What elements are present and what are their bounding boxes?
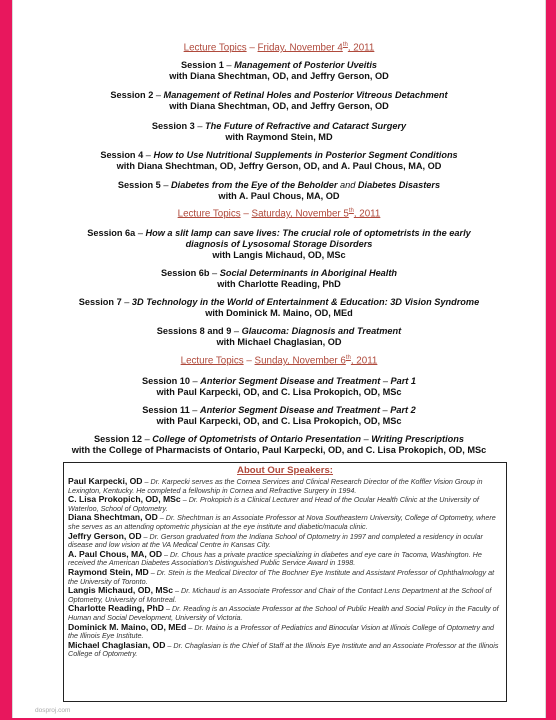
speaker-bio [68, 641, 502, 659]
speaker-name: Jeffry Gerson, OD [68, 530, 142, 541]
speaker-text: – Dr. Michaud is an Associate Professor and Chair of the Contact Lens Department at the School of Optometry, University of Montreal. [68, 586, 492, 604]
session-presenters: with the College of Pharmacists of Ontario, Paul Karpecki, OD, and C. Lisa Prokopich, OD, MSc [71, 445, 487, 456]
header-prefix: Lecture Topics [183, 42, 247, 54]
speaker-text: – Dr. Shechtman is an Associate Professor at Nova Southeastern University, College of Optometry, where she serves as an attending optometric physician at the eye institute and diabetic/macula clinic. [68, 513, 496, 531]
speaker-name: Charlotte Reading, PhD [68, 603, 164, 614]
session-label: Session 11 [142, 405, 190, 415]
session-11 [13, 405, 545, 427]
session-separator: – [143, 150, 154, 160]
speaker-name: C. Lisa Prokopich, OD, MSc [68, 494, 181, 505]
session-title: 3D Technology in the World of Entertainment & Education: 3D Vision Syndrome [131, 297, 480, 307]
document-page [12, 0, 546, 718]
header-prefix: Lecture Topics [180, 355, 244, 367]
lecture-header-sunday [13, 355, 545, 366]
session-2 [13, 90, 545, 112]
session-presenters: with Raymond Stein, MD [225, 132, 333, 143]
session-label: Session 4 [100, 150, 144, 160]
header-day: Sunday, November 6 [254, 355, 346, 367]
speakers-heading: About Our Speakers: [237, 465, 333, 476]
speaker-bio [68, 604, 502, 622]
session-presenters: with Diana Shechtman, OD, and Jeffry Gerson, OD [169, 71, 389, 82]
session-separator: – [189, 405, 200, 415]
session-title: Glaucoma: Diagnosis and Treatment [241, 326, 402, 336]
speaker-text: – Dr. Reading is an Associate Professor at the School of Public Health and Social Policy in the Faculty of Human and Social Development, University of Victoria. [68, 604, 499, 622]
header-separator: – [243, 355, 255, 367]
session-separator: – [142, 434, 153, 444]
speaker-text: – Dr. Maino is a Professor of Pediatrics and Binocular Vision at Illinois College of Optometry and the Illinois Eye Institute. [68, 622, 495, 641]
speaker-bio [68, 532, 502, 550]
speaker-bio [68, 586, 502, 604]
session-7 [13, 297, 545, 319]
speaker-name: Paul Karpecki, OD [68, 476, 143, 486]
session-3 [13, 121, 545, 143]
speaker-bio [68, 568, 502, 586]
header-sup: th [342, 42, 348, 48]
session-separator: – [209, 268, 220, 278]
header-separator: – [246, 42, 258, 54]
session-presenters: with Michael Chaglasian, OD [216, 337, 342, 348]
session-presenters: with Dominick M. Maino, OD, MEd [205, 308, 353, 319]
session-separator: – [135, 228, 146, 238]
session-separator: – [194, 121, 205, 131]
session-4 [13, 150, 545, 172]
session-title-joiner: – [380, 405, 391, 415]
session-title: Management of Retinal Holes and Posterior Vitreous Detachment [163, 90, 448, 100]
session-title: How a slit lamp can save lives: The crucial role of optometrists in the early [145, 228, 471, 238]
session-title: Social Determinants in Aboriginal Health [219, 268, 398, 278]
session-title-second: Part 1 [390, 376, 417, 386]
header-year: , 2011 [350, 355, 378, 367]
session-label: Session 2 [110, 90, 154, 100]
session-title: How to Use Nutritional Supplements in Posterior Segment Conditions [153, 150, 458, 160]
header-prefix: Lecture Topics [177, 208, 241, 220]
speakers-box [63, 462, 507, 702]
session-6b [13, 268, 545, 290]
session-presenters: with Diana Shechtman, OD, Jeffry Gerson, OD, and A. Paul Chous, MA, OD [116, 161, 442, 172]
session-presenters: with Langis Michaud, OD, MSc [212, 250, 346, 261]
speaker-name: Langis Michaud, OD, MSc [68, 585, 174, 596]
session-separator: – [153, 90, 164, 100]
header-day: Friday, November 4 [257, 42, 343, 54]
speaker-text: – Dr. Chaglasian is the Chief of Staff at the Illinois Eye Institute and an Associate Professor at the Illinois College of Optometry. [68, 640, 499, 659]
session-title: College of Optometrists of Ontario Presentation [152, 434, 362, 444]
session-label: Session 3 [151, 121, 195, 131]
session-5 [13, 180, 545, 202]
session-title-second: Diabetes Disasters [357, 180, 441, 190]
session-title-line2: diagnosis of Lysosomal Storage Disorders [185, 239, 373, 250]
speaker-text: – Dr. Stein is the Medical Director of The Bochner Eye Institute and Assistant Professor of Ophthalmology at the University of Toronto. [68, 567, 495, 586]
speaker-text: – Dr. Prokopich is a Clinical Lecturer and Head of the Ocular Health Clinic at the University of Waterloo, School of Optometry. [68, 495, 479, 513]
session-title-joiner: – [361, 434, 372, 444]
header-separator: – [240, 208, 252, 220]
session-title-joiner: – [380, 376, 391, 386]
session-label: Session 1 [180, 60, 224, 70]
session-presenters: with Paul Karpecki, OD, and C. Lisa Prokopich, OD, MSc [156, 416, 402, 427]
speaker-name: Dominick M. Maino, OD, MEd [68, 621, 187, 632]
session-6a [13, 228, 545, 262]
session-title-joiner: and [337, 180, 358, 190]
session-1 [13, 60, 545, 82]
lecture-header-friday [13, 42, 545, 53]
speaker-text: – Dr. Karpecki serves as the Cornea Services and Clinical Research Director of the Koffler Vision Group in Lexington, Kentucky. He completed a fellowship in Cornea and Refractive Surgery in 1994. [68, 477, 483, 495]
speaker-name: Michael Chaglasian, OD [68, 639, 166, 650]
speaker-bio [68, 513, 502, 531]
session-presenters: with Charlotte Reading, PhD [217, 279, 341, 290]
session-label: Session 7 [78, 297, 122, 307]
session-8-9 [13, 326, 545, 348]
session-title: Diabetes from the Eye of the Beholder [171, 180, 338, 190]
header-year: , 2011 [353, 208, 381, 220]
header-year: , 2011 [347, 42, 375, 54]
footer-watermark: dosproj.com [35, 707, 71, 714]
lecture-header-saturday [13, 208, 545, 219]
session-presenters: with A. Paul Chous, MA, OD [218, 191, 340, 202]
speaker-bio [68, 550, 502, 568]
session-10 [13, 376, 545, 398]
header-day: Saturday, November 5 [251, 208, 349, 220]
header-sup: th [345, 355, 351, 361]
session-separator: – [160, 180, 171, 190]
session-title-second: Part 2 [390, 405, 416, 415]
session-title: Anterior Segment Disease and Treatment [199, 405, 380, 415]
speaker-text: – Dr. Gerson graduated from the Indiana School of Optometry in 1997 and completed a residency in ocular disease and low vision at the VA Medical Centre in Kansas City. [68, 531, 483, 550]
session-title-second: Writing Prescriptions [371, 434, 464, 444]
session-separator: – [189, 376, 201, 386]
session-separator: – [231, 326, 242, 336]
speaker-name: A. Paul Chous, MA, OD [68, 548, 163, 559]
speaker-name: Raymond Stein, MD [68, 566, 149, 577]
session-title: Management of Posterior Uveitis [234, 60, 378, 70]
session-separator: – [121, 297, 132, 307]
session-label: Session 5 [117, 180, 161, 190]
session-title: The Future of Refractive and Cataract Surgery [204, 121, 407, 131]
session-label: Session 10 [141, 376, 190, 386]
speaker-name: Diana Shechtman, OD [68, 512, 158, 523]
speaker-bio [68, 623, 502, 641]
session-presenters: with Diana Shechtman, OD, and Jeffry Gerson, OD [169, 101, 389, 112]
session-label: Session 6a [87, 228, 136, 238]
session-label: Sessions 8 and 9 [156, 326, 232, 336]
speaker-bio [68, 477, 502, 495]
session-title: Anterior Segment Disease and Treatment [200, 376, 381, 386]
session-label: Session 6b [160, 268, 210, 278]
session-12 [13, 434, 545, 456]
session-separator: – [223, 60, 235, 70]
session-label: Session 12 [94, 434, 143, 444]
speaker-bio [68, 495, 502, 513]
session-presenters: with Paul Karpecki, OD, and C. Lisa Prokopich, OD, MSc [156, 387, 402, 398]
speaker-text: – Dr. Chous has a private practice specializing in diabetes and eye care in Tacoma, Washington. He received the American Diabetes Association's Distinguished Public Service Award in 1998. [68, 549, 482, 568]
header-sup: th [348, 208, 354, 214]
